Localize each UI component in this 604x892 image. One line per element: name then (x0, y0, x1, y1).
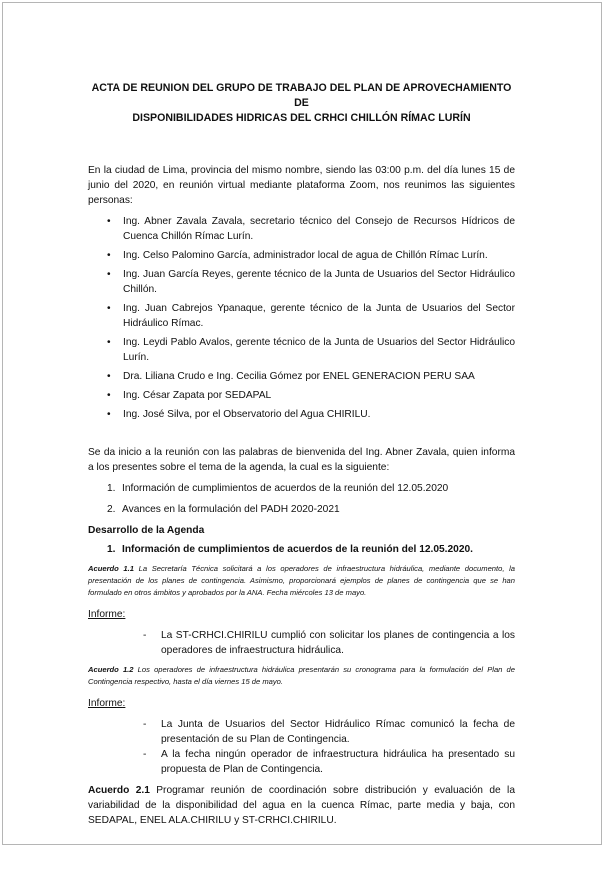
dash-icon: - (143, 749, 147, 760)
agenda-intro-paragraph: Se da inicio a la reunión con las palabras de bienvenida del Ing. Abner Zavala, quien informa a los presentes sobre el tema de la agenda, la cual es la siguiente: (88, 447, 515, 473)
agenda-text: Información de cumplimientos de acuerdos de la reunión del 12.05.2020 (122, 483, 449, 494)
bullet-icon: • (107, 390, 111, 401)
attendee-text: Ing. César Zapata por SEDAPAL (123, 390, 272, 401)
acuerdo-label: Acuerdo 1.1 (88, 564, 134, 573)
section-title: Información de cumplimientos de acuerdos de la reunión del 12.05.2020. (122, 544, 474, 555)
informe-text: Informe (88, 609, 123, 620)
attendee-text: Ing. Juan Cabrejos Ypanaque, gerente técnico de la Junta de Usuarios del Sector Hidráulico Rímac. (123, 303, 515, 329)
bullet-icon: • (107, 250, 111, 261)
agenda-number: 2. (107, 504, 116, 515)
attendee-item (88, 267, 515, 297)
desarrollo-heading: Desarrollo de la Agenda (88, 525, 205, 536)
attendee-item (88, 248, 515, 263)
document-page (2, 2, 602, 845)
intro-paragraph: En la ciudad de Lima, provincia del mismo nombre, siendo las 03:00 p.m. del día lunes 15 de junio del 2020, en reunión virtual mediante plataforma Zoom, nos reunimos las siguientes personas: (88, 165, 515, 206)
agenda-item (88, 481, 515, 496)
bullet-icon: • (107, 269, 111, 280)
informe-label-2 (88, 696, 515, 711)
attendee-text: Ing. Leydi Pablo Avalos, gerente técnico de la Junta de Usuarios del Sector Hidráulico Lurín. (123, 337, 515, 363)
attendee-item (88, 407, 515, 422)
section-1-heading (88, 542, 515, 557)
bullet-icon: • (107, 337, 111, 348)
acuerdo-label: Acuerdo 2.1 (88, 785, 150, 796)
bullet-icon: • (107, 216, 111, 227)
attendee-item (88, 301, 515, 331)
informe-label-1 (88, 607, 515, 622)
title-line-1: ACTA DE REUNION DEL GRUPO DE TRABAJO DEL PLAN DE APROVECHAMIENTO DE (91, 82, 512, 109)
document-content (88, 81, 515, 828)
acuerdo-1-2 (88, 664, 515, 688)
informe-1-1-list (88, 628, 515, 658)
acuerdo-1-1 (88, 563, 515, 599)
dash-icon: - (143, 719, 147, 730)
agenda-item (88, 502, 515, 517)
informe-item-text: A la fecha ningún operador de infraestructura hidráulica ha presentado su propuesta de Plan de Contingencia. (161, 749, 515, 775)
section-number: 1. (107, 544, 116, 555)
attendee-text: Ing. Abner Zavala Zavala, secretario técnico del Consejo de Recursos Hídricos de Cuenca Chillón Rímac Lurín. (123, 216, 515, 242)
bullet-icon: • (107, 303, 111, 314)
attendee-text: Ing. Celso Palomino García, administrador local de agua de Chillón Rímac Lurín. (123, 250, 488, 261)
informe-colon: : (122, 698, 126, 709)
bullet-icon: • (107, 371, 111, 382)
document-title (88, 81, 515, 126)
title-line-2: DISPONIBILIDADES HIDRICAS DEL CRHCI CHILLÓN RÍMAC LURÍN (132, 112, 471, 124)
acuerdo-text: Programar reunión de coordinación sobre distribución y evaluación de la variabilidad de la disponibilidad del agua en la cuenca Rímac, parte media y baja, con SEDAPAL, ENEL ALA.CHIRILU y ST-CRHCI.CHIRILU. (88, 785, 515, 826)
informe-1-2-list (88, 717, 515, 777)
agenda-list (88, 481, 515, 517)
informe-item-text: La ST-CRHCI.CHIRILU cumplió con solicitar los planes de contingencia a los operadores de infraestructura hidráulica. (161, 630, 515, 656)
bullet-icon: • (107, 409, 111, 420)
attendee-text: Ing. José Silva, por el Observatorio del Agua CHIRILU. (123, 409, 371, 420)
agenda-number: 1. (107, 483, 116, 494)
informe-item (88, 628, 515, 658)
attendee-item (88, 335, 515, 365)
informe-item (88, 717, 515, 747)
attendee-item (88, 214, 515, 244)
informe-text: Informe (88, 698, 123, 709)
acuerdo-label: Acuerdo 1.2 (88, 665, 134, 674)
acuerdo-2-1 (88, 783, 515, 828)
informe-colon: : (122, 609, 126, 620)
informe-item (88, 747, 515, 777)
acuerdo-text: La Secretaría Técnica solicitará a los operadores de infraestructura hidráulica, mediante documento, la presentación de los planes de contingencia. Asimismo, proporcionará ejemplos de planes de contingencia que se han formulado en otros ámbitos y aprobados por la ANA. Fecha miércoles 13 de mayo. (88, 564, 516, 597)
dash-icon: - (143, 630, 147, 641)
attendees-list (88, 214, 515, 422)
attendee-item (88, 388, 515, 403)
informe-item-text: La Junta de Usuarios del Sector Hidráulico Rímac comunicó la fecha de presentación de su Plan de Contingencia. (161, 719, 515, 745)
attendee-item (88, 369, 515, 384)
attendee-text: Ing. Juan García Reyes, gerente técnico de la Junta de Usuarios del Sector Hidráulico Chillón. (123, 269, 515, 295)
attendee-text: Dra. Liliana Crudo e Ing. Cecilia Gómez por ENEL GENERACION PERU SAA (123, 371, 475, 382)
agenda-text: Avances en la formulación del PADH 2020-2021 (122, 504, 340, 515)
acuerdo-text: Los operadores de infraestructura hidráulica presentarán su cronograma para la formulación del Plan de Contingencia respectivo, hasta el día viernes 15 de mayo. (88, 665, 516, 686)
